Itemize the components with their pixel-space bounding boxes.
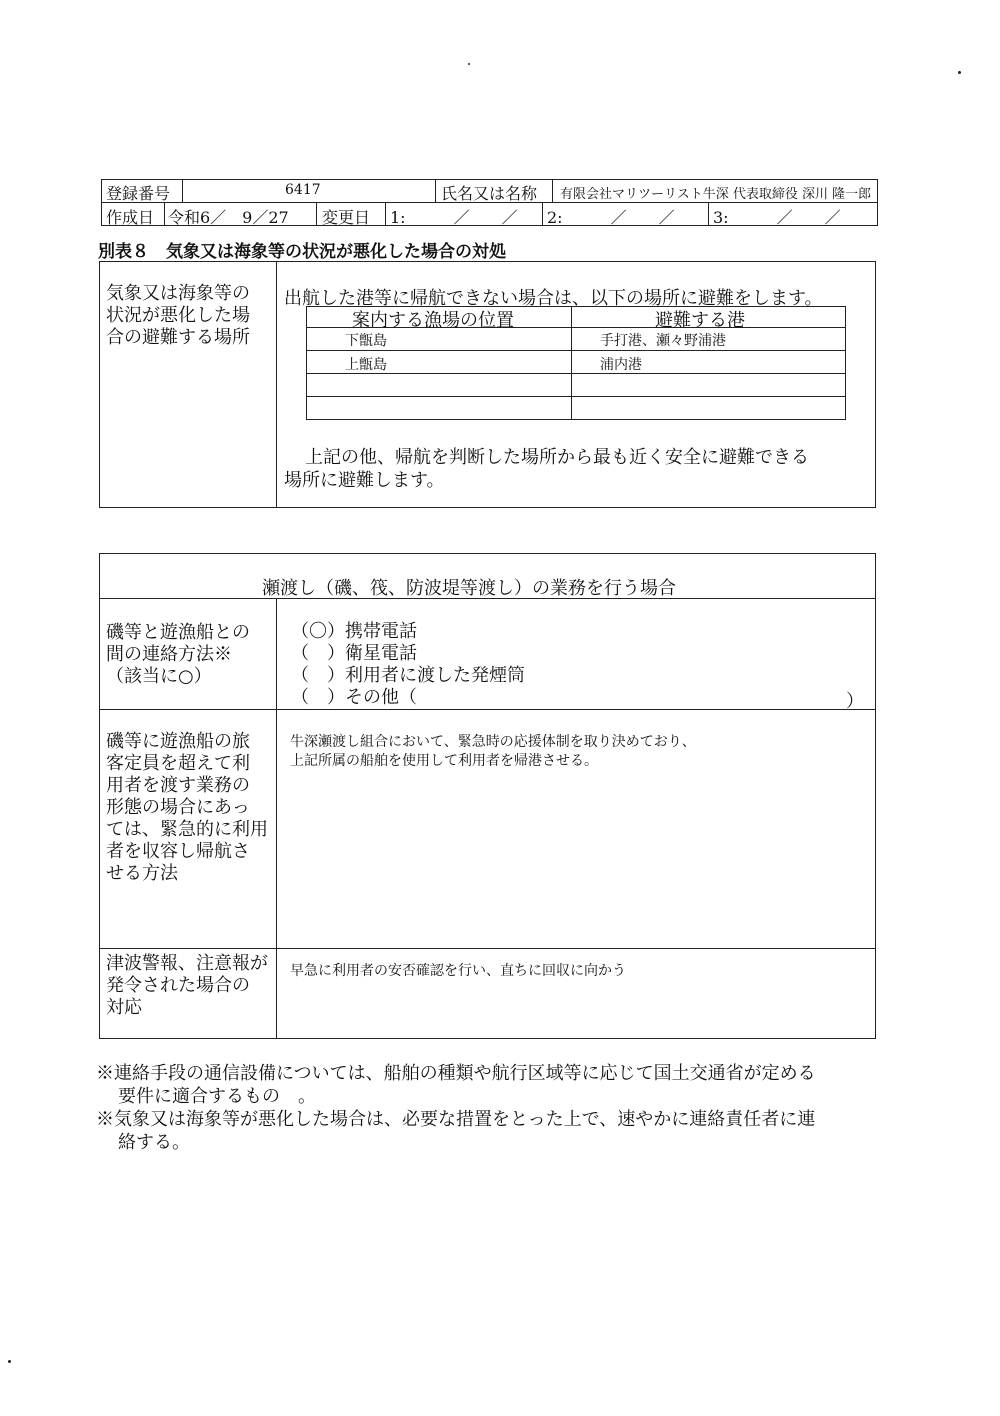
option-flare: （ ）利用者に渡した発煙筒 <box>291 665 525 686</box>
scan-speck <box>8 1360 11 1363</box>
footnotes <box>96 1062 816 1154</box>
table-cell: 浦内港 <box>600 357 642 373</box>
excess-capacity-label: 磯等に遊漁船の旅 客定員を超えて利 用者を渡す業務の 形態の場合にあっ ては、緊急的に利用 者を収容し帰航さ せる方法 <box>106 731 268 884</box>
footnote-1: ※連絡手段の通信設備については、船舶の種類や航行区域等に応じて国土交通省が定める <box>96 1063 816 1084</box>
name-label: 氏名又は名称 <box>441 184 538 203</box>
section8-note-line1: 上記の他、帰航を判断した場所から最も近く安全に避難できる <box>305 447 809 468</box>
transfer-title: 瀬渡し（磯、筏、防波堤等渡し）の業務を行う場合 <box>262 578 676 599</box>
change-date-1: 1: ／ ／ <box>390 208 518 227</box>
name-value: 有限会社マリツーリスト牛深 代表取締役 深川 隆一郎 <box>560 187 872 202</box>
change-date-3: 3: ／ ／ <box>713 208 841 227</box>
excess-capacity-text: 牛深瀬渡し組合において、緊急時の応援体制を取り決めており、 上記所属の船舶を使用して利用者を帰港させる。 <box>290 734 696 769</box>
scan-speck <box>468 63 470 65</box>
change-date-2: 2: ／ ／ <box>547 208 675 227</box>
footnote-1-cont: 要件に適合するもの 。 <box>118 1086 316 1107</box>
contact-options <box>291 621 525 709</box>
created-label: 作成日 <box>106 208 155 227</box>
table-cell: 上甑島 <box>345 357 387 373</box>
created-value: 令和6／ 9／27 <box>168 208 289 227</box>
option-other-close: ） <box>846 691 864 712</box>
tsunami-label: 津波警報、注意報が 発令された場合の 対応 <box>106 953 268 1018</box>
option-satellite-phone: （ ）衛星電話 <box>291 643 417 664</box>
changed-label: 変更日 <box>322 208 371 227</box>
section8-title: 別表８ 気象又は海象等の状況が悪化した場合の対処 <box>98 242 506 262</box>
option-mobile-phone: （〇）携帯電話 <box>291 621 417 642</box>
contact-method-label: 磯等と遊漁船との 間の連絡方法※ （該当に○） <box>106 622 250 687</box>
table-cell: 手打港、瀬々野浦港 <box>600 333 726 349</box>
reg-number-value: 6417 <box>285 182 321 198</box>
section8-left-label: 気象又は海象等の 状況が悪化した場 合の避難する場所 <box>106 283 250 348</box>
option-other: （ ）その他（ <box>291 687 417 708</box>
col-header-port: 避難する港 <box>655 310 745 331</box>
section8-intro: 出航した港等に帰航できない場合は、以下の場所に避難をします。 <box>284 288 823 309</box>
footnote-2-cont: 絡する。 <box>118 1132 190 1153</box>
table-cell: 下甑島 <box>345 333 387 349</box>
footnote-2: ※気象又は海象等が悪化した場合は、必要な措置をとった上で、速やかに連絡責任者に連 <box>96 1109 816 1130</box>
scan-speck <box>958 71 961 74</box>
col-header-fishing-ground: 案内する漁場の位置 <box>352 310 514 331</box>
reg-number-label: 登録番号 <box>106 184 171 203</box>
section8-note-line2: 場所に避難します。 <box>284 470 445 491</box>
tsunami-text: 早急に利用者の安否確認を行い、直ちに回収に向かう <box>290 963 626 979</box>
